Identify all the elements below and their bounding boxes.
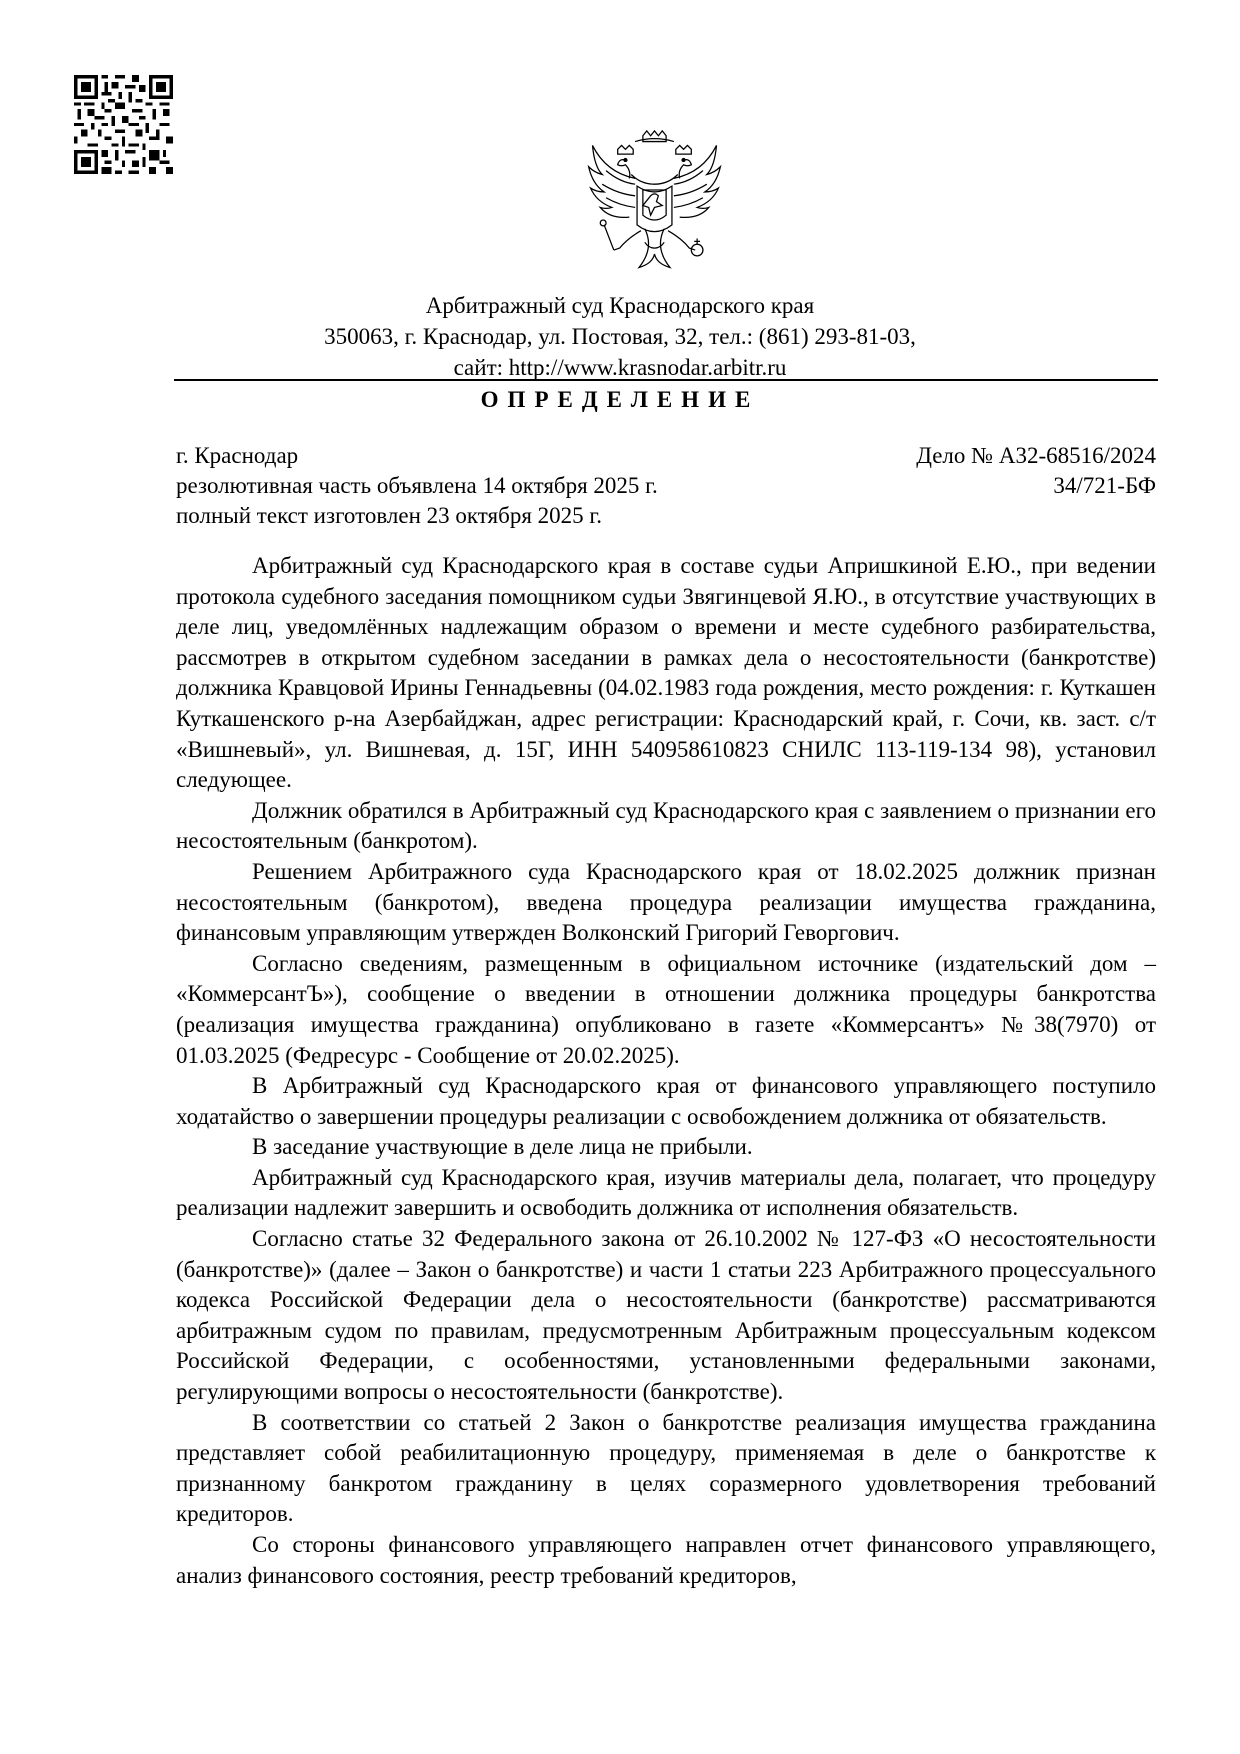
paragraph: Согласно статье 32 Федерального закона от 26.10.2002 № 127-ФЗ «О несостоятельности (банкротстве)» (далее – Закон о банкротстве) и части 1 статьи 223 Арбитражного процессуального кодекса Российской Федерации дела о несостоятельности (банкротстве) рассматриваются арбитражным судом по правилам, предусмотренным Арбитражным процессуальным кодексом Российской Федерации, с особенностями, установленными федеральными законами, регулирующими вопросы о несостоятельности (банкротстве). xyxy=(176,1226,1156,1405)
qr-code xyxy=(74,75,173,174)
paragraph: Решением Арбитражного суда Краснодарского края от 18.02.2025 должник признан несостоятельным (банкротом), введена процедура реализации имущества гражданина, финансовым управляющим утвержден Волконский Григорий Геворгович. xyxy=(176,858,1156,946)
full-text-date: полный текст изготовлен 23 октября 2025 г. xyxy=(176,503,602,528)
paragraph: Арбитражный суд Краснодарского края в составе судьи Апришкиной Е.Ю., при ведении протокола судебного заседания помощником судьи Звягинцевой Я.Ю., в отсутствие участвующих в деле лиц, уведомлённых надлежащим образом о времени и месте судебного разбирательства, рассмотрев в открытом судебном заседании в рамках дела о несостоятельности (банкротстве) должника Кравцовой Ирины Геннадьевны (04.02.1983 года рождения, место рождения: г. Куткашен Куткашенского р-на Азербайджан, адрес регистрации: Краснодарский край, г. Сочи, кв. заст. с/т «Вишневый», ул. Вишневая, д. 15Г, ИНН 540958610823 СНИЛС 113-119-134 98), установил следующее. xyxy=(176,553,1156,793)
coat-of-arms-emblem-icon xyxy=(577,128,732,283)
document-body xyxy=(176,551,1156,1591)
paragraph: В заседание участвующие в деле лица не прибыли. xyxy=(252,1134,753,1160)
court-header xyxy=(0,290,1240,383)
paragraph: В соответствии со статьей 2 Закон о банкротстве реализация имущества гражданина представляет собой реабилитационную процедуру, применяемая в деле о банкротстве к признанному банкротом гражданину в целях соразмерного удовлетворения требований кредиторов. xyxy=(176,1409,1156,1527)
paragraph: Должник обратился в Арбитражный суд Краснодарского края с заявлением о признании его несостоятельным (банкротом). xyxy=(176,797,1156,854)
header-divider xyxy=(174,379,1158,381)
court-address: 350063, г. Краснодар, ул. Постовая, 32, тел.: (861) 293-81-03, xyxy=(324,324,916,349)
case-meta-right xyxy=(916,441,1156,501)
document-title: ОПРЕДЕЛЕНИЕ xyxy=(480,387,760,412)
announcement-date: резолютивная часть объявлена 14 октября 2025 г. xyxy=(176,473,658,498)
paragraph: Арбитражный суд Краснодарского края, изучив материалы дела, полагает, что процедуру реализации надлежит завершить и освободить должника от исполнения обязательств. xyxy=(176,1164,1156,1221)
court-website: сайт: http://www.krasnodar.arbitr.ru xyxy=(453,355,787,380)
paragraph: Согласно сведениям, размещенным в официальном источнике (издательский дом – «КоммерсантЪ»), сообщение о введении в отношении должника процедуры банкротства (реализация имущества гражданина) опубликовано в газете «Коммерсантъ» №38(7970) от 01.03.2025 (Федресурс - Сообщение от 20.02.2025). xyxy=(176,950,1156,1068)
court-name: Арбитражный суд Краснодарского края xyxy=(425,293,815,318)
city: г. Краснодар xyxy=(176,443,299,468)
case-number: Дело № А32-68516/2024 xyxy=(916,443,1156,468)
case-meta-left xyxy=(176,441,658,531)
paragraph: Со стороны финансового управляющего направлен отчет финансового управляющего, анализ финансового состояния, реестр требований кредиторов, xyxy=(176,1532,1156,1588)
paragraph: В Арбитражный суд Краснодарского края от финансового управляющего поступило ходатайство о завершении процедуры реализации с освобождением должника от обязательств. xyxy=(176,1073,1156,1129)
case-sub-number: 34/721-БФ xyxy=(1053,473,1156,498)
